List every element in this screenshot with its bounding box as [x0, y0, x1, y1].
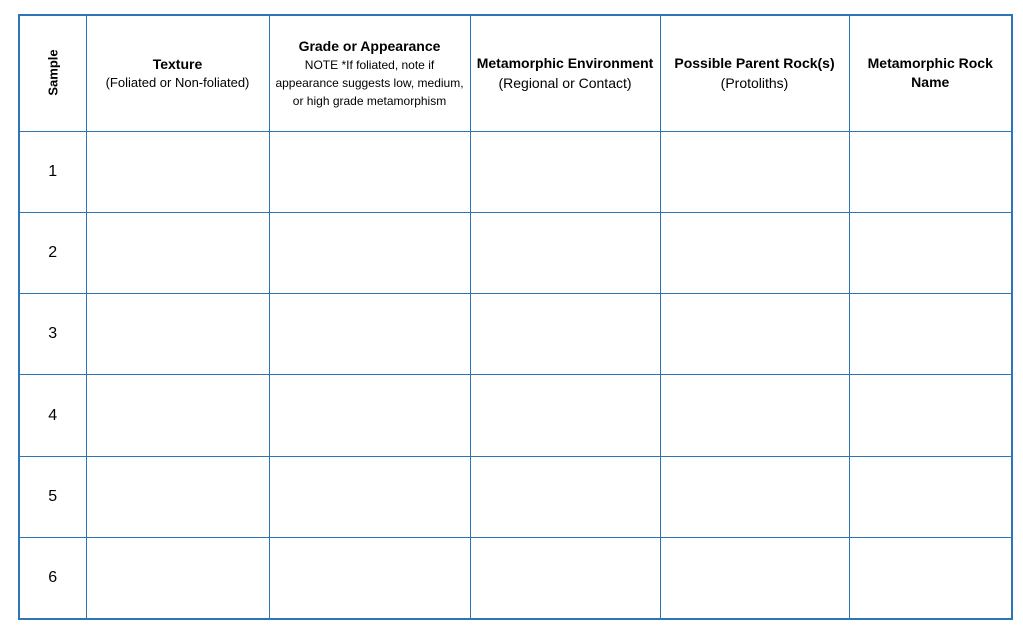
texture-cell[interactable]	[86, 456, 269, 537]
sample-number: 3	[19, 294, 86, 375]
sample-number: 1	[19, 131, 86, 212]
rock-name-cell[interactable]	[849, 131, 1012, 212]
parent-rock-header-subtitle: (Protoliths)	[720, 74, 789, 91]
grade-header-title: Grade or Appearance	[298, 37, 441, 54]
parent-rock-cell[interactable]	[660, 375, 849, 456]
rock-name-cell[interactable]	[849, 456, 1012, 537]
table-row	[19, 538, 1012, 619]
texture-header	[86, 15, 269, 131]
parent-rock-header-title: Possible Parent Rock(s)	[674, 54, 835, 71]
grade-cell[interactable]	[269, 212, 470, 293]
texture-cell[interactable]	[86, 212, 269, 293]
parent-rock-header	[660, 15, 849, 131]
parent-rock-cell[interactable]	[660, 212, 849, 293]
texture-cell[interactable]	[86, 131, 269, 212]
sample-number: 4	[19, 375, 86, 456]
environment-cell[interactable]	[470, 375, 660, 456]
sample-number: 2	[19, 212, 86, 293]
parent-rock-cell[interactable]	[660, 538, 849, 619]
parent-rock-cell[interactable]	[660, 131, 849, 212]
grade-cell[interactable]	[269, 375, 470, 456]
texture-header-title: Texture	[152, 55, 203, 72]
sample-header	[19, 15, 86, 131]
table-row	[19, 131, 1012, 212]
grade-cell[interactable]	[269, 456, 470, 537]
parent-rock-cell[interactable]	[660, 456, 849, 537]
environment-header	[470, 15, 660, 131]
grade-header	[269, 15, 470, 131]
grade-header-note: NOTE *If foliated, note if appearance suggests low, medium, or high grade metamorphism	[275, 57, 464, 108]
environment-cell[interactable]	[470, 456, 660, 537]
environment-cell[interactable]	[470, 212, 660, 293]
rock-name-cell[interactable]	[849, 538, 1012, 619]
grade-cell[interactable]	[269, 538, 470, 619]
sample-number: 6	[19, 538, 86, 619]
rock-name-cell[interactable]	[849, 375, 1012, 456]
header-row	[19, 15, 1012, 131]
grade-cell[interactable]	[269, 294, 470, 375]
environment-header-subtitle: (Regional or Contact)	[498, 74, 632, 91]
texture-cell[interactable]	[86, 375, 269, 456]
table-row	[19, 294, 1012, 375]
sample-number: 5	[19, 456, 86, 537]
sample-header-label: Sample	[45, 49, 61, 96]
texture-cell[interactable]	[86, 294, 269, 375]
parent-rock-cell[interactable]	[660, 294, 849, 375]
table-row	[19, 375, 1012, 456]
environment-cell[interactable]	[470, 294, 660, 375]
rock-name-header-title: Metamorphic Rock Name	[867, 55, 993, 91]
rock-name-header	[849, 15, 1012, 131]
rock-name-cell[interactable]	[849, 212, 1012, 293]
texture-cell[interactable]	[86, 538, 269, 619]
grade-cell[interactable]	[269, 131, 470, 212]
environment-header-title: Metamorphic Environment	[476, 54, 654, 71]
metamorphic-rock-table	[18, 14, 1013, 620]
environment-cell[interactable]	[470, 538, 660, 619]
rock-name-cell[interactable]	[849, 294, 1012, 375]
environment-cell[interactable]	[470, 131, 660, 212]
texture-header-subtitle: (Foliated or Non-foliated)	[105, 74, 250, 90]
table-row	[19, 212, 1012, 293]
table-row	[19, 456, 1012, 537]
